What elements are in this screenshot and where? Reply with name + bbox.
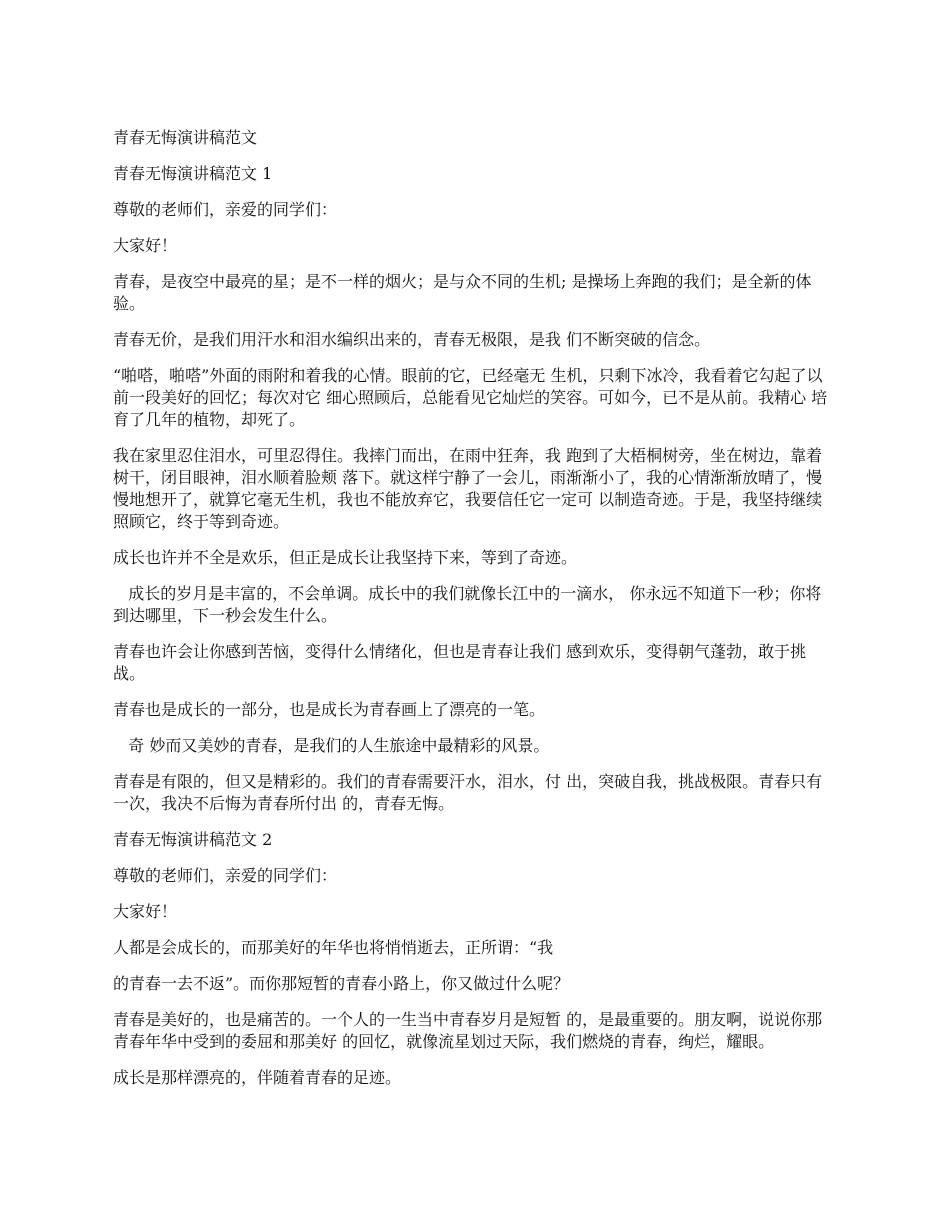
paragraph: 尊敬的老师们，亲爱的同学们：	[113, 866, 338, 885]
paragraph: 青春是有限的，但又是精彩的。我们的青春需要汗水，泪水，付 出，突破自我，挑战极限。青春只有一次，我决不后悔为青春所付出 的，青春无悔。	[113, 772, 823, 813]
paragraph: 人都是会成长的，而那美好的年华也将悄悄逝去，正所谓：“我	[113, 938, 554, 957]
paragraph: 成长的岁月是丰富的，不会单调。成长中的我们就像长江中的一滴水， 你永远不知道下一秒；你将到达哪里，下一秒会发生什么。	[113, 584, 822, 625]
section-heading: 青春无悔演讲稿范文 1	[113, 164, 273, 183]
paragraph: 青春无价，是我们用汗水和泪水编织出来的，青春无极限，是我 们不断突破的信念。	[113, 330, 711, 349]
document-body	[113, 127, 833, 1103]
paragraph: 大家好！	[113, 902, 178, 921]
paragraph: 成长也许并不全是欢乐，但正是成长让我坚持下来，等到了奇迹。	[113, 548, 578, 567]
document-title: 青春无悔演讲稿范文	[113, 128, 258, 147]
paragraph: 青春，是夜空中最亮的星；是不一样的烟火；是与众不同的生机; 是操场上奔跑的我们；是全新的体验。	[113, 272, 812, 313]
paragraph: 大家好！	[113, 236, 178, 255]
paragraph: 的青春一去不返”。而你那短暂的青春小路上，你又做过什么呢？	[113, 974, 570, 993]
paragraph: 我在家里忍住泪水，可里忍得住。我摔门而出，在雨中狂奔，我 跑到了大梧桐树旁，坐在树边，靠着树干，闭目眼神，泪水顺着脸颊 落下。就这样宁静了一会儿，雨渐渐小了，我的心情渐渐放晴了，慢 慢地想开了，就算它毫无生机，我也不能放弃它，我要信任它一定可 以制造奇迹。于是，我坚持继续照顾它，终于等到奇迹。	[113, 446, 828, 531]
paragraph: “啪嗒，啪嗒”外面的雨附和着我的心情。眼前的它，已经毫无 生机，只剩下冰冷，我看着它勾起了以前一段美好的回忆；每次对它 细心照顾后，总能看见它灿烂的笑容。可如今，已不是从前。我精心 培育了几年的植物，却死了。	[113, 366, 828, 429]
paragraph: 青春也是成长的一部分，也是成长为青春画上了漂亮的一笔。	[113, 700, 546, 719]
paragraph: 奇 妙而又美妙的青春，是我们的人生旅途中最精彩的风景。	[113, 736, 550, 755]
section-heading: 青春无悔演讲稿范文 2	[113, 830, 273, 849]
paragraph: 尊敬的老师们，亲爱的同学们：	[113, 200, 338, 219]
paragraph: 成长是那样漂亮的，伴随着青春的足迹。	[113, 1068, 402, 1087]
paragraph: 青春是美好的，也是痛苦的。一个人的一生当中青春岁月是短暂 的，是最重要的。朋友啊，说说你那青春年华中受到的委屈和那美好 的回忆，就像流星划过天际，我们燃烧的青春，绚烂，耀眼。	[113, 1010, 823, 1051]
paragraph: 青春也许会让你感到苦恼，变得什么情绪化，但也是青春让我们 感到欢乐，变得朝气蓬勃，敢于挑战。	[113, 642, 807, 683]
